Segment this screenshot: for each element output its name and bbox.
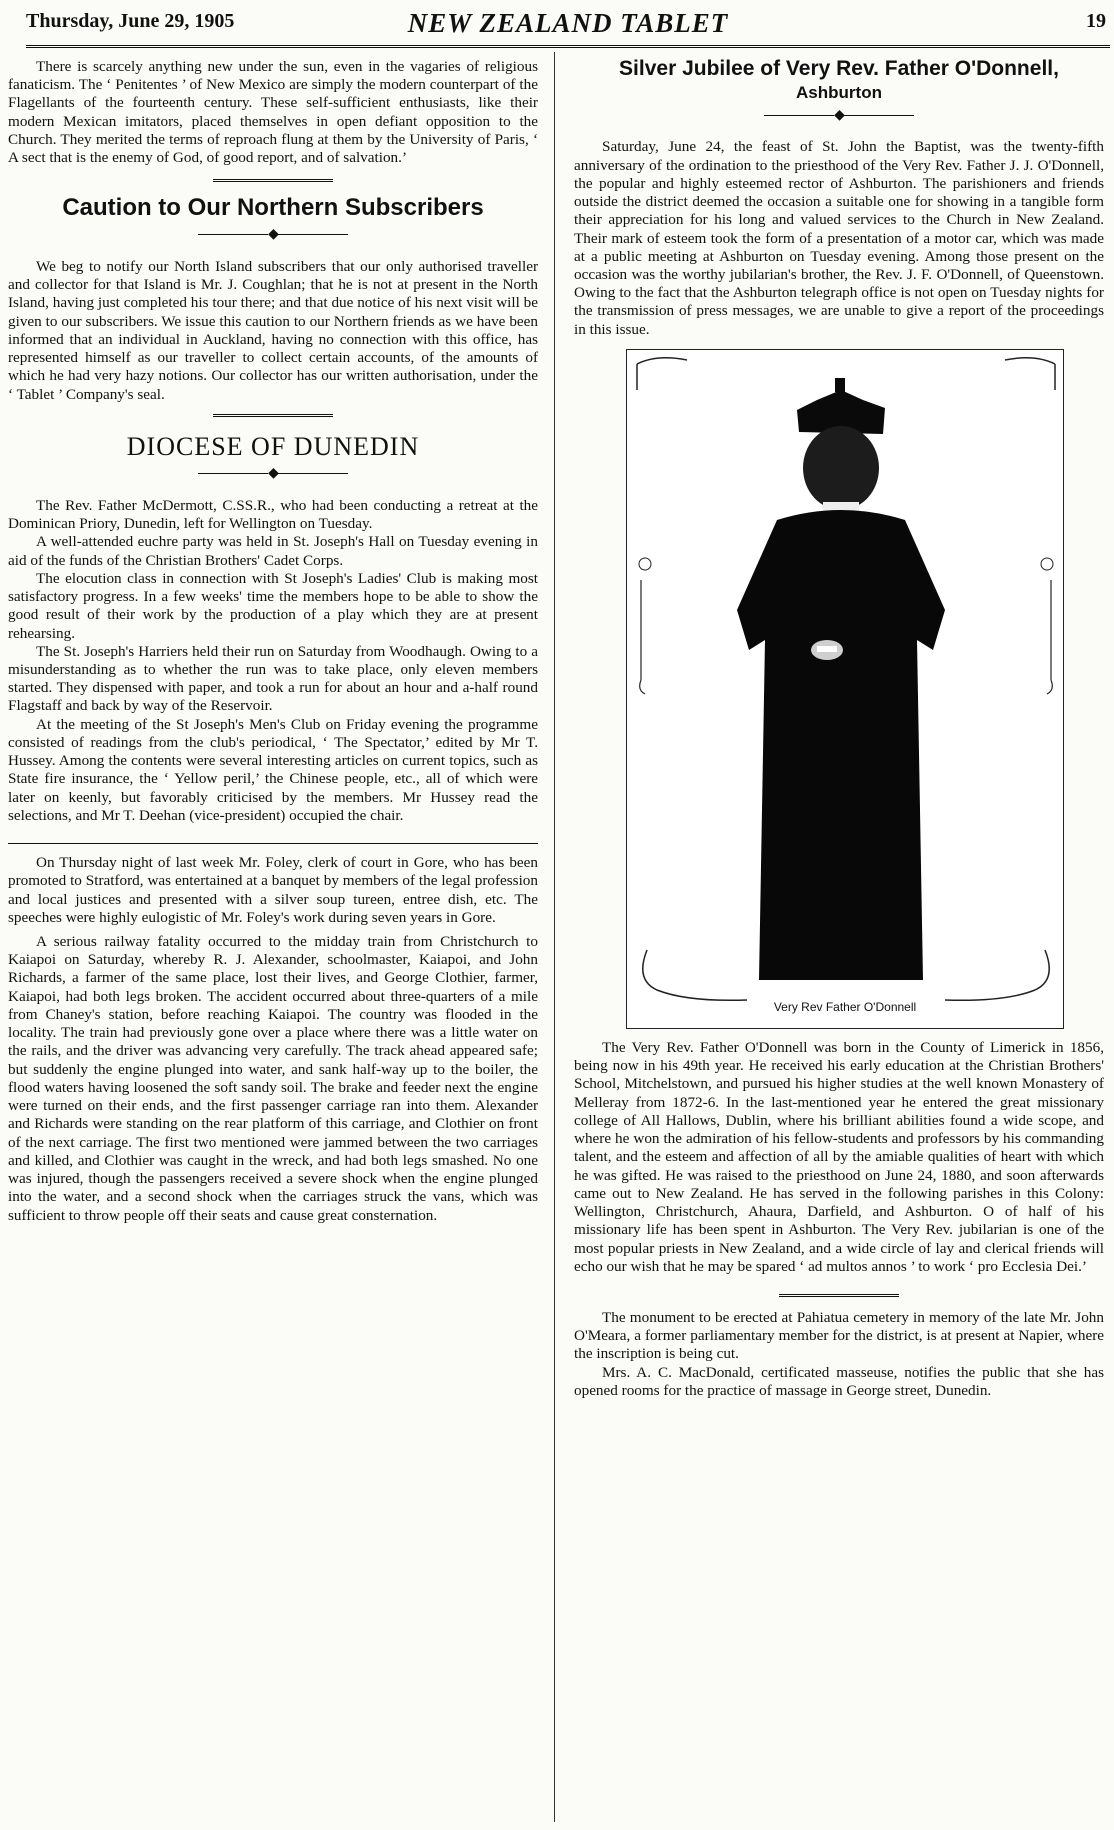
portrait-caption: Very Rev Father O'Donnell xyxy=(773,999,917,1014)
jubilee-subheading: Ashburton xyxy=(796,83,882,103)
masthead xyxy=(26,8,1110,48)
news-paragraph: A serious railway fatality occurred to the midday train from Christchurch to Kaiapoi on Saturday, whereby R. J. Alexander, schoolmaster, Kaiapoi, and John Richards, a farmer of the same place, lost their lives, and George Clothier, farmer, Kaiapoi, had both legs broken. The accident occurred about three-quarters of a mile from Chaney's station, before reaching Kaiapoi. The country was flooded in the locality. The train had previously gone over a place where there was a little water on the rails, and the driver was advancing very carefully. The track ahead appeared safe; but suddenly the engine plunged into water, and sank half-way up to the boiler, the flood waters having loosened the soft sandy soil. The brake and feeder next the engine were turned on their ends, and the first passenger carriage ran into them. Alexander and Richards were standing on the rear platform of this carriage, and Clothier on front of the next carriage. The first two mentioned were jammed between the two carriages and killed, and Clothier was caught in the wreck, and had both legs smashed. No one was injured, though the passengers received a severe shock when the engine plunged into the water, and a second shock when the carriages struck the vans, which was sufficient to throw people off their seats and cause great consternation. xyxy=(8,933,538,1224)
biography-paragraph: The Very Rev. Father O'Donnell was born in the County of Limerick in 1856, being now in his 49th year. He received his early education at the Christian Brothers' School, Mitchelstown, and pursued his higher studies at the well known Monastery of Melleray from 1872-6. In the last-mentioned year he entered the great missionary college of All Hallows, Dublin, where his brilliant abilities found a wide scope, and where he won the admiration of his fellow-students and professors by his commanding talent, and the esteem and affection of all by the amiable qualities of heart with which he was gifted. He was raised to the priesthood on June 24, 1880, and soon afterwards came out to New Zealand. He has served in the following parishes in this Colony: Wellington, Christchurch, Ahaura, Darfield, and Ashburton. O of half of his missionary life has been spent in Ashburton. The Very Rev. jubilarian is one of the most popular priests in New Zealand, and a wide circle of lay and clerical friends will echo our wish that he may be spared ‘ ad multos annos ’ to work ‘ pro Ecclesia Dei.’ xyxy=(574,1038,1104,1275)
ornament-divider: ◆ xyxy=(8,466,538,483)
section-rule xyxy=(213,179,333,182)
section-rule xyxy=(779,1294,899,1297)
publication-title: NEW ZEALAND TABLET xyxy=(407,8,729,38)
diocese-paragraph: The elocution class in connection with St Joseph's Ladies' Club is making most satisfactory progress. In a few weeks' time the members hope to be able to show the good result of their work by the production of a play which they are at present rehearsing. xyxy=(8,569,538,642)
page-number: 19 xyxy=(1086,10,1106,32)
intro-paragraph: There is scarcely anything new under the sun, even in the vagaries of religious fanaticism. The ‘ Penitentes ’ of New Mexico are simply the modern counterpart of the Flagellants of the fourteenth century. These self-sufficient enthusiasts, like their modern Mexican imitators, placed themselves in open defiant opposition to the Church. They merited the terms of reproach flung at them by the University of Paris, ‘ A sect that is the enemy of God, of good report, and of salvation.’ xyxy=(8,58,538,167)
caution-heading: Caution to Our Northern Subscribers xyxy=(62,194,484,222)
ornament-divider: ◆ xyxy=(574,108,1104,125)
news-paragraph: On Thursday night of last week Mr. Foley, clerk of court in Gore, who has been promoted to Stratford, was entertained at a banquet by members of the legal profession and local justices and presented with a silver soup tureen, entree dish, etc. The speeches were highly eulogistic of Mr. Foley's work during seven years in Gore. xyxy=(8,854,538,926)
left-column xyxy=(8,52,538,1225)
ornament-divider: ◆ xyxy=(8,227,538,244)
caution-paragraph: We beg to notify our North Island subscribers that our only authorised traveller and collector for that Island is Mr. J. Coughlan; that he is not at present in the North Island, having just completed his tour there; and that due notice of his next visit will be given to our subscribers. We issue this caution to our Northern friends as we have been informed that an individual in Auckland, having no connection with this office, has represented himself as our traveller to collect certain accounts, of the amounts of which he had very hazy notions. Our collector has our written authorisation, under the ‘ Tablet ’ Company's seal. xyxy=(8,258,538,403)
issue-date: Thursday, June 29, 1905 xyxy=(26,10,235,32)
diocese-paragraph: The St. Joseph's Harriers held their run on Saturday from Woodhaugh. Owing to a misunderstanding as to whether the run was to take place, only eleven members started. They dispensed with paper, and took a run for about an hour and a-half round Flagstaff and back by way of the Reservoir. xyxy=(8,642,538,715)
portrait-figure xyxy=(627,350,1065,1030)
diocese-paragraph: At the meeting of the St Joseph's Men's Club on Friday evening the programme consisted of readings from the club's periodical, ‘ The Spectator,’ edited by Mr T. Hussey. Among the contents were several interesting articles on current topics, such as State fire insurance, the ‘ Yellow peril,’ the Chinese people, etc., all of which were later on keenly, but favorably criticised by the members. Mr Hussey read the selections, and Mr T. Deehan (vice-president) occupied the chair. xyxy=(8,715,538,824)
jubilee-paragraph: Saturday, June 24, the feast of St. John the Baptist, was the twenty-fifth anniversary of the ordination to the priesthood of the Very Rev. Father J. J. O'Donnell, the popular and highly esteemed rector of Ashburton. The parishioners and friends outside the district deemed the occasion a suitable one for showing in a tangible form their appreciation for his long and valued services to the Church in New Zealand. Their mark of esteem took the form of a presentation of a motor car, which was made at a public meeting at Ashburton on Tuesday evening. Among those present on the occasion was the worthy jubilarian's brother, the Rev. J. F. O'Donnell, of Queenstown. Owing to the fact that the Ashburton telegraph office is not open on Tuesday nights for the transmission of press messages, we are unable to give a report of the proceedings in this issue. xyxy=(574,138,1104,338)
diocese-paragraph: The Rev. Father McDermott, C.SS.R., who had been conducting a retreat at the Dominican Priory, Dunedin, left for Wellington on Tuesday. xyxy=(8,496,538,533)
diocese-heading: DIOCESE OF DUNEDIN xyxy=(126,431,420,461)
section-rule xyxy=(8,843,538,844)
section-rule xyxy=(213,414,333,417)
diocese-paragraph: A well-attended euchre party was held in St. Joseph's Hall on Tuesday evening in aid of the funds of the Christian Brothers' Cadet Corps. xyxy=(8,533,538,569)
column-divider xyxy=(554,52,555,1822)
note-paragraph: The monument to be erected at Pahiatua cemetery in memory of the late Mr. John O'Meara, a former parliamentary member for the district, is at present at Napier, where the inscription is being cut. xyxy=(574,1309,1104,1363)
right-column xyxy=(574,52,1104,1400)
note-paragraph: Mrs. A. C. MacDonald, certificated masseuse, notifies the public that she has opened rooms for the practice of massage in George street, Dunedin. xyxy=(574,1363,1104,1399)
jubilee-heading: Silver Jubilee of Very Rev. Father O'Donnell, xyxy=(619,57,1059,80)
portrait-photo xyxy=(626,349,1064,1029)
